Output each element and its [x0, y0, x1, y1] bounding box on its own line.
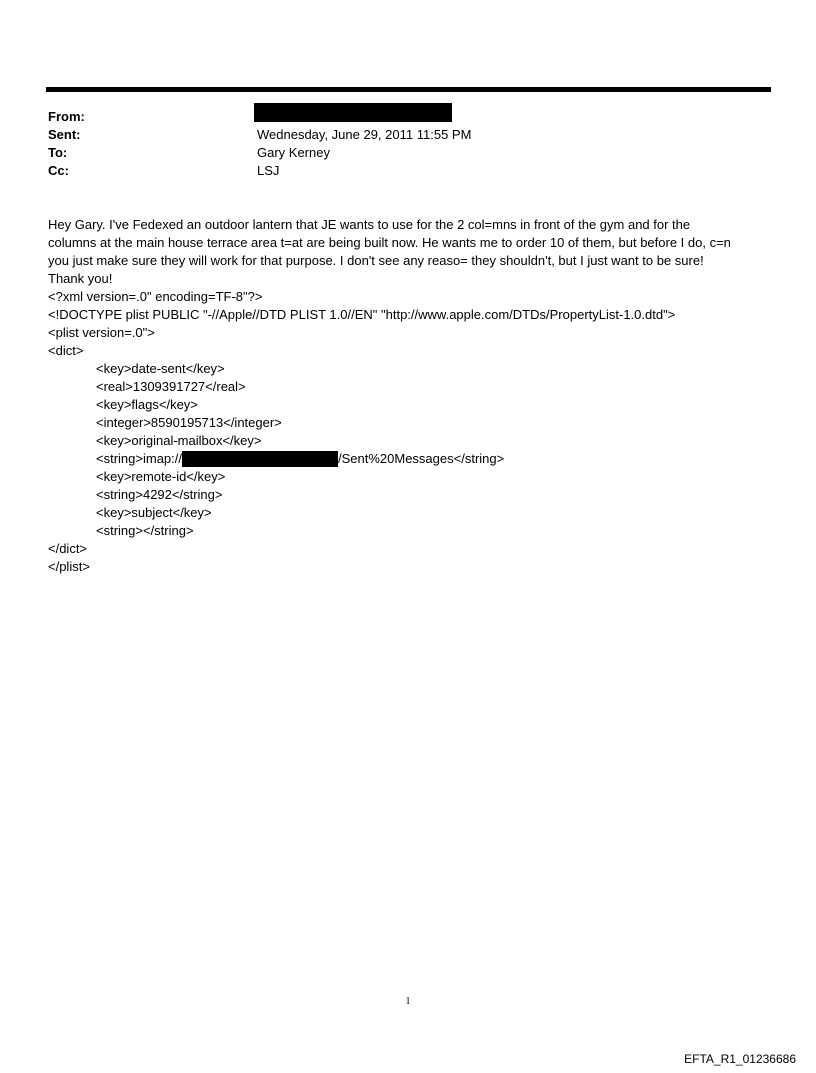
cc-label: Cc: [48, 163, 69, 178]
dict-close: </dict> [48, 541, 88, 556]
mailbox-line [48, 450, 776, 468]
plist-line: <key>remote-id</key> [96, 469, 226, 484]
dict-open: <dict> [48, 343, 84, 358]
mailbox-suffix: /Sent%20Messages</string> [338, 451, 505, 466]
sent-value: Wednesday, June 29, 2011 11:55 PM [257, 127, 472, 142]
sent-row [48, 126, 768, 144]
plist-line: <integer>8590195713</integer> [96, 415, 282, 430]
plist-line: <real>1309391727</real> [96, 379, 246, 394]
page-number: 1 [405, 996, 411, 1007]
plist-line: <key>flags</key> [96, 397, 198, 412]
from-label: From: [48, 109, 85, 124]
cc-value: LSJ [257, 163, 280, 178]
plist-line: <key>date-sent</key> [96, 361, 225, 376]
email-body [48, 216, 776, 576]
email-header [48, 108, 768, 180]
to-value: Gary Kerney [257, 145, 330, 160]
plist-close: </plist> [48, 559, 90, 574]
plist-line: <string>4292</string> [96, 487, 223, 502]
plist-line: <key>subject</key> [96, 505, 212, 520]
cc-row [48, 162, 768, 180]
plist-line: <key>original-mailbox</key> [96, 433, 262, 448]
mailbox-prefix: <string>imap:// [96, 451, 182, 466]
plist-open: <plist version=.0"> [48, 325, 155, 340]
to-row [48, 144, 768, 162]
doctype-line: <!DOCTYPE plist PUBLIC "-//Apple//DTD PLIST 1.0//EN" "http://www.apple.com/DTDs/PropertyList-1.0.dtd"> [48, 307, 676, 322]
body-line: Thank you! [48, 271, 113, 286]
xml-declaration: <?xml version=.0" encoding=TF-8"?> [48, 289, 263, 304]
to-label: To: [48, 145, 68, 160]
from-row [48, 108, 768, 126]
redacted-sender [254, 103, 452, 122]
sent-label: Sent: [48, 127, 81, 142]
body-line: columns at the main house terrace area t=at are being built now. He wants me to order 10 of them, but before I do, c=n [48, 235, 731, 250]
plist-line: <string></string> [96, 523, 194, 538]
body-line: Hey Gary. I've Fedexed an outdoor lantern that JE wants to use for the 2 col=mns in front of the gym and for the [48, 217, 691, 232]
redacted-mailbox [182, 451, 338, 467]
body-line: you just make sure they will work for that purpose. I don't see any reaso= they shouldn't, but I just want to be sure! [48, 253, 704, 268]
header-rule [46, 87, 771, 92]
bates-number: EFTA_R1_01236686 [684, 1052, 796, 1066]
